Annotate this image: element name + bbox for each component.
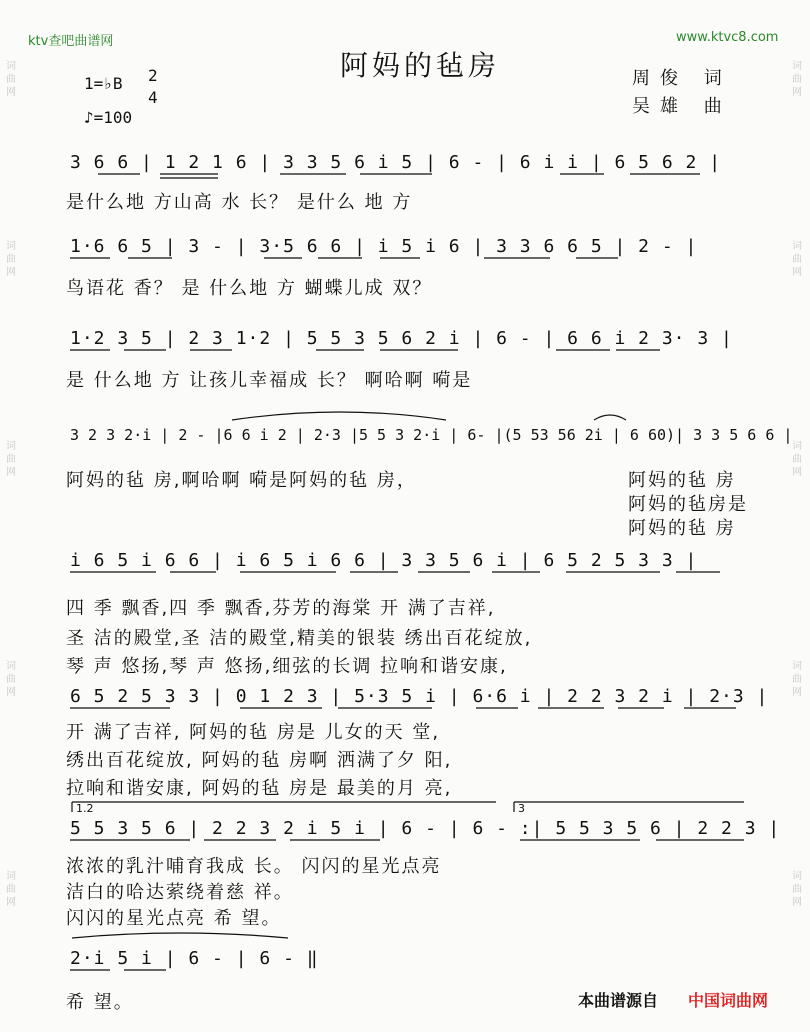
watermark-left-2: 词 曲 网 bbox=[6, 241, 16, 278]
lyric-line-4: 阿妈的毡 房,啊哈啊 嗬是阿妈的毡 房， bbox=[66, 470, 417, 491]
lyric-line-7c: 闪闪的星光点亮 希 望。 bbox=[66, 908, 282, 929]
lyric-line-8: 希 望。 bbox=[66, 992, 134, 1013]
lyric-line-4d: 阿妈的毡 房 bbox=[628, 518, 736, 539]
site-link-right[interactable]: www.ktvc8.com bbox=[676, 30, 779, 45]
time-signature-bottom: 4 bbox=[148, 88, 158, 107]
composer-credit: 吴雄 曲 bbox=[632, 96, 732, 117]
watermark-right-5: 词 曲 网 bbox=[792, 871, 802, 908]
lyric-line-5b: 圣 洁的殿堂,圣 洁的殿堂,精美的银装 绣出百花绽放, bbox=[66, 628, 533, 649]
lyric-line-1: 是什么地 方山高 水 长？ 是什么 地 方 bbox=[66, 192, 413, 213]
lyric-line-6a: 开 满了吉祥, 阿妈的毡 房是 儿女的天 堂, bbox=[66, 722, 441, 743]
watermark-right-3: 词 曲 网 bbox=[792, 441, 802, 478]
notation-line-5: i 6 5 i 6 6 | i 6 5 i 6 6 | 3 3 5 6 i | 6 5 2 5 3 3 | bbox=[70, 550, 698, 571]
key-signature: 1=♭B bbox=[84, 74, 123, 93]
source-label: 本曲谱源自 bbox=[578, 991, 659, 1010]
song-title: 阿妈的毡房 bbox=[340, 49, 501, 82]
watermark-left-1: 词 曲 网 bbox=[6, 61, 16, 98]
notation-line-4: 3 2 3 2·i | 2 - |6 6 i 2 | 2·3 |5 5 3 2·i | 6- |(5 53 56 2i | 6 60)| 3 3 5 6 6 | bbox=[70, 426, 793, 444]
notation-line-1: 3 6 6 | 1 2 1 6 | 3 3 5 6 i 5 | 6 - | 6 i i | 6 5 6 2 | bbox=[70, 152, 722, 173]
lyric-line-6c: 拉响和谐安康, 阿妈的毡 房是 最美的月 亮, bbox=[66, 778, 453, 799]
tempo-marking: ♪=100 bbox=[84, 108, 133, 127]
lyric-line-3: 是 什么地 方 让孩儿幸福成 长？ 啊哈啊 嗬是 bbox=[66, 370, 473, 391]
watermark-right-4: 词 曲 网 bbox=[792, 661, 802, 698]
watermark-left-4: 词 曲 网 bbox=[6, 661, 16, 698]
lyric-line-4b: 阿妈的毡 房 bbox=[628, 470, 736, 491]
notation-line-2: 1·6 6 5 | 3 - | 3·5 6 6 | i 5 i 6 | 3 3 6 6 5 | 2 - | bbox=[70, 236, 698, 257]
time-signature-top: 2 bbox=[148, 66, 158, 85]
volta-1-label: 1.2 bbox=[76, 802, 94, 815]
lyricist-credit: 周俊 词 bbox=[632, 68, 732, 89]
watermark-right-2: 词 曲 网 bbox=[792, 241, 802, 278]
lyric-line-2: 鸟语花 香？ 是 什么地 方 蝴蝶儿成 双？ bbox=[66, 278, 433, 299]
lyric-line-5a: 四 季 飘香,四 季 飘香,芬芳的海棠 开 满了吉祥, bbox=[66, 598, 496, 619]
volta-2-label: 3 bbox=[518, 802, 525, 815]
watermark-right-1: 词 曲 网 bbox=[792, 61, 802, 98]
lyric-line-7b: 洁白的哈达萦绕着慈 祥。 bbox=[66, 882, 294, 903]
lyric-line-4c: 阿妈的毡房是 bbox=[628, 494, 748, 515]
notation-line-8: 2·i 5 i | 6 - | 6 - ‖ bbox=[70, 948, 319, 969]
lyric-line-6b: 绣出百花绽放, 阿妈的毡 房啊 洒满了夕 阳, bbox=[66, 750, 453, 771]
watermark-left-3: 词 曲 网 bbox=[6, 441, 16, 478]
watermark-left-5: 词 曲 网 bbox=[6, 871, 16, 908]
notation-line-6: 6 5 2 5 3 3 | 0 1 2 3 | 5·3 5 i | 6·6 i | 2 2 3 2 i | 2·3 | bbox=[70, 686, 769, 707]
source-site-link[interactable]: 中国词曲网 bbox=[688, 991, 769, 1010]
lyric-line-7a: 浓浓的乳汁哺育我成 长。 闪闪的星光点亮 bbox=[66, 856, 442, 877]
lyric-line-5c: 琴 声 悠扬,琴 声 悠扬,细弦的长调 拉响和谐安康, bbox=[66, 656, 508, 677]
notation-line-3: 1·2 3 5 | 2 3 1·2 | 5 5 3 5 6 2 i | 6 - | 6 6 i 2 3· 3 | bbox=[70, 328, 733, 349]
notation-line-7: 5 5 3 5 6 | 2 2 3 2 i 5 i | 6 - | 6 - :| 5 5 3 5 6 | 2 2 3 | bbox=[70, 818, 781, 839]
site-link-left[interactable]: ktv查吧曲谱网 bbox=[28, 34, 114, 49]
